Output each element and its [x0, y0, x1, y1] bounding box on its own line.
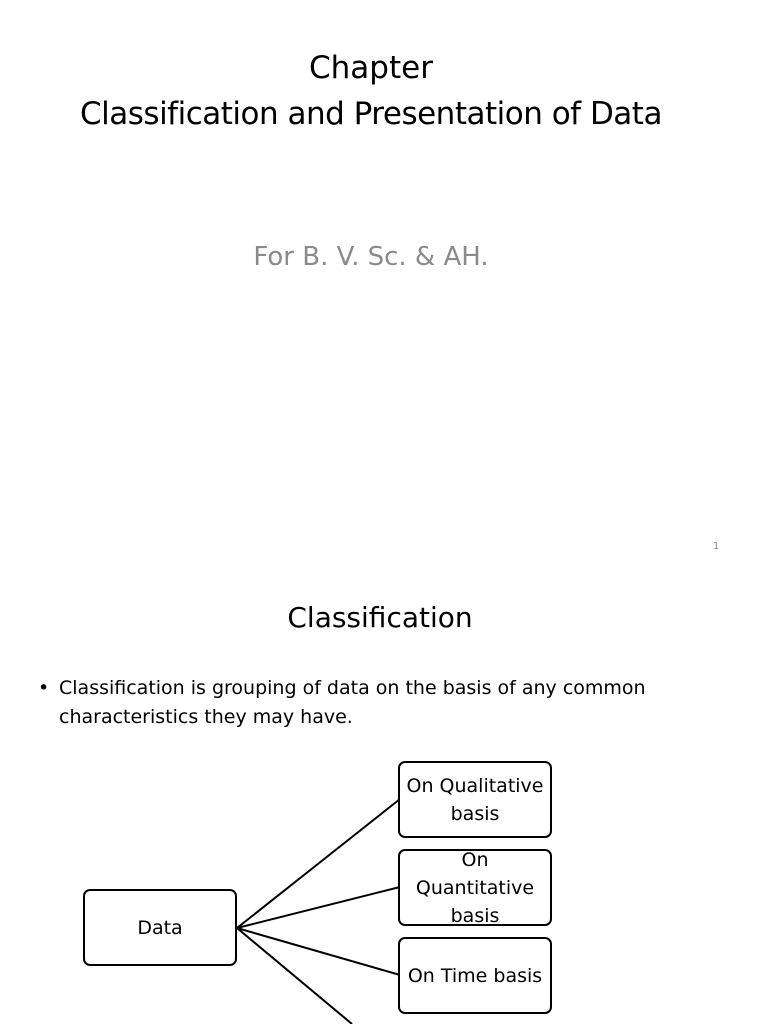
connector-qualitative — [237, 799, 400, 928]
diagram-node-data — [83, 889, 237, 966]
diagram-node-time — [398, 937, 552, 1014]
slide-title-chapter: Chapter — [309, 50, 433, 86]
slide-2 — [0, 576, 768, 1024]
slide-title-main: Classification and Presentation of Data — [80, 96, 662, 132]
bullet-icon: • — [38, 677, 50, 699]
connector-time — [237, 928, 400, 975]
diagram-node-quantitative — [398, 849, 552, 926]
bullet-text: Classification is grouping of data on the basis of any common characteristics they may have. — [59, 677, 646, 728]
node-label-time: On Time basis — [407, 964, 543, 987]
connector-offscreen — [237, 928, 352, 1024]
page-number: 1 — [713, 541, 720, 552]
diagram-node-qualitative — [398, 761, 552, 838]
node-label-data: Data — [137, 916, 183, 939]
node-label-quantitative: On Quantitative basis — [415, 849, 535, 926]
node-label-qualitative: On Qualitative basis — [406, 774, 544, 825]
section-title: Classification — [287, 601, 473, 634]
slide-subtitle: For B. V. Sc. & AH. — [253, 242, 489, 272]
